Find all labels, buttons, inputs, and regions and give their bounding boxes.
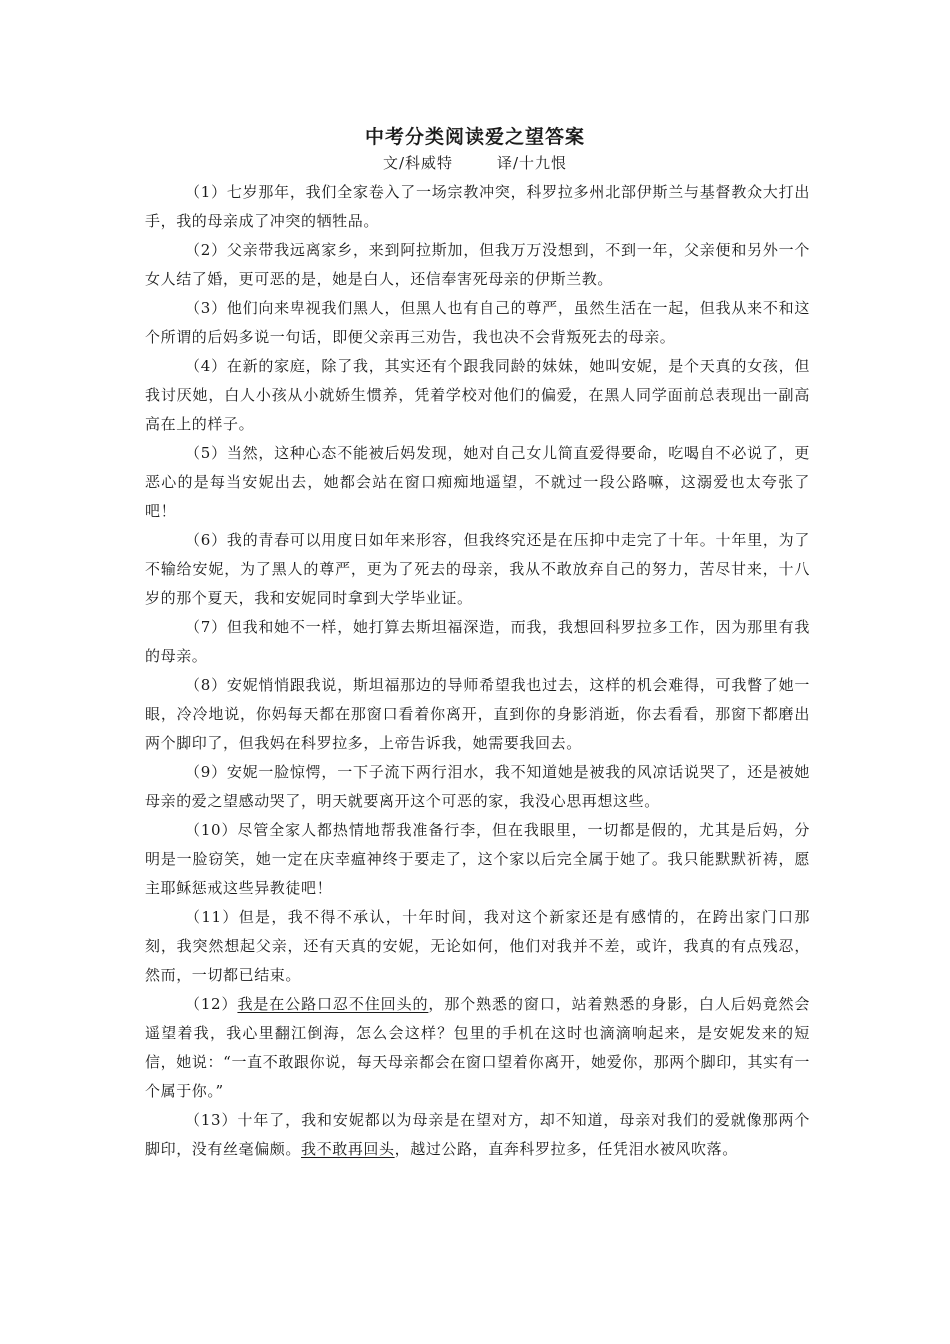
author-credit: 文/科威特: [382, 154, 453, 172]
paragraph-10: （10）尽管全家人都热情地帮我准备行李，但在我眼里，一切都是假的，尤其是后妈，分明是一脸窃笑，她一定在庆幸瘟神终于要走了，这个家以后完全属于她了。我只能默默祈祷，愿主耶稣惩戒这些异教徒吧！: [145, 821, 810, 897]
byline: [0, 152, 950, 173]
paragraph-3: （3）他们向来卑视我们黑人，但黑人也有自己的尊严，虽然生活在一起，但我从来不和这个所谓的后妈多说一句话，即便父亲再三劝告，我也决不会背叛死去的母亲。: [145, 299, 810, 346]
paragraph-8: （8）安妮悄悄跟我说，斯坦福那边的导师希望我也过去，这样的机会难得，可我瞥了她一眼，冷冷地说，你妈每天都在那窗口看着你离开，直到你的身影消逝，你去看看，那窗下都磨出两个脚印了，但我妈在科罗拉多，上帝告诉我，她需要我回去。: [145, 676, 810, 752]
paragraph-9: （9）安妮一脸惊愕，一下子流下两行泪水，我不知道她是被我的风凉话说哭了，还是被她母亲的爱之望感动哭了，明天就要离开这个可恶的家，我没心思再想这些。: [145, 763, 810, 810]
paragraph-12-rest: ，那个熟悉的窗口，站着熟悉的身影，白人后妈竟然会遥望着我，我心里翻江倒海，怎么会这样？包里的手机在这时也滴滴响起来，是安妮发来的短信，她说：“一直不敢跟你说，每天母亲都会在窗口望着你离开，她爱你，那两个脚印，其实有一个属于你。”: [145, 995, 811, 1100]
underlined-sentence-12: 我是在公路口忍不住回头的: [237, 995, 429, 1013]
article-body: [145, 178, 810, 1164]
paragraph-13: [145, 1106, 810, 1164]
paragraph-13-start: （13）十年了，我和安妮都以为母亲是在望对方，却不知道，母亲对我们的爱就像那两个脚印，没有丝毫偏颇。: [145, 1111, 810, 1158]
paragraph-6: （6）我的青春可以用度日如年来形容，但我终究还是在压抑中走完了十年。十年里，为了不输给安妮，为了黑人的尊严，更为了死去的母亲，我从不敢放弃自己的努力，苦尽甘来，十八岁的那个夏天，我和安妮同时拿到大学毕业证。: [145, 531, 810, 607]
paragraph-2: （2）父亲带我远离家乡，来到阿拉斯加，但我万万没想到，不到一年，父亲便和另外一个女人结了婚，更可恶的是，她是白人，还信奉害死母亲的伊斯兰教。: [145, 241, 810, 288]
paragraph-11: （11）但是，我不得不承认，十年时间，我对这个新家还是有感情的，在跨出家门口那刻，我突然想起父亲，还有天真的安妮，无论如何，他们对我并不差，或许，我真的有点残忍，然而，一切都已结束。: [145, 908, 810, 984]
translator-credit: 译/十九恨: [497, 154, 568, 172]
paragraph-4: （4）在新的家庭，除了我，其实还有个跟我同龄的妹妹，她叫安妮，是个天真的女孩，但我讨厌她，白人小孩从小就娇生惯养，凭着学校对他们的偏爱，在黑人同学面前总表现出一副高高在上的样子。: [145, 357, 810, 433]
paragraph-5: （5）当然，这种心态不能被后妈发现，她对自己女儿简直爱得要命，吃喝自不必说了，更恶心的是每当安妮出去，她都会站在窗口痴痴地遥望，不就过一段公路嘛，这溺爱也太夸张了吧！: [145, 444, 810, 520]
paragraph-1: （1）七岁那年，我们全家卷入了一场宗教冲突，科罗拉多州北部伊斯兰与基督教众大打出手，我的母亲成了冲突的牺牲品。: [145, 183, 810, 230]
paragraph-12: [145, 990, 810, 1106]
page-title: 中考分类阅读爱之望答案: [364, 126, 585, 148]
paragraph-7: （7）但我和她不一样，她打算去斯坦福深造，而我，我想回科罗拉多工作，因为那里有我的母亲。: [145, 618, 810, 665]
paragraph-13-rest: ，越过公路，直奔科罗拉多，任凭泪水被风吹落。: [394, 1140, 738, 1158]
underlined-sentence-13: 我不敢再回头: [301, 1140, 395, 1158]
paragraph-12-number: （12）: [185, 995, 238, 1013]
